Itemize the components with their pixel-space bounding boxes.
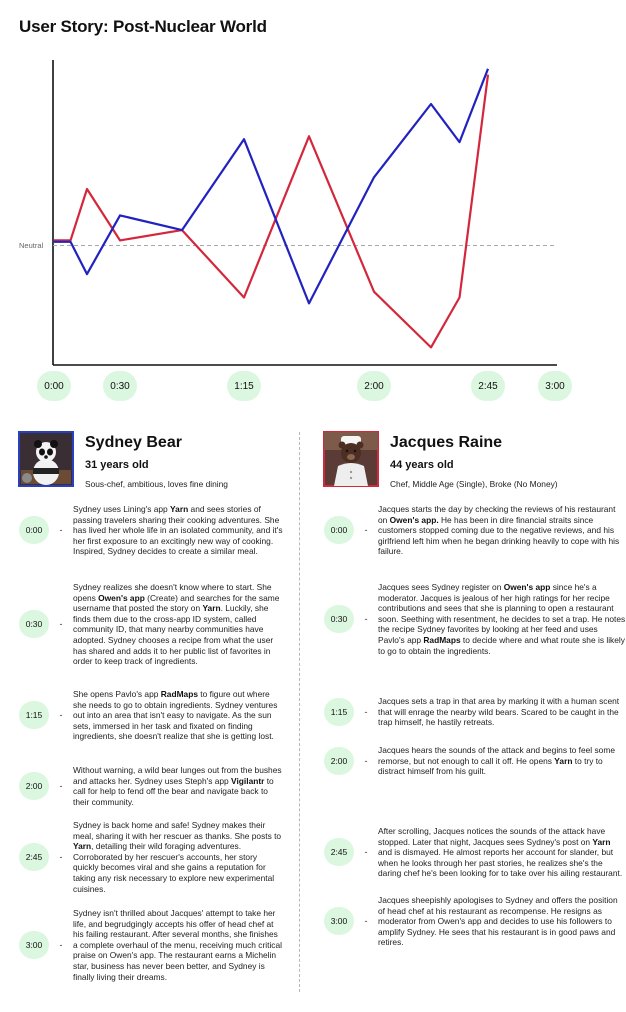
- x-tick-label: 3:00: [538, 371, 572, 401]
- story-time-badge: 2:45: [324, 838, 354, 866]
- x-tick-label: 0:30: [103, 371, 137, 401]
- series-line-jacques: [54, 69, 488, 304]
- persona-card-jacques: [324, 432, 594, 492]
- persona-name: Sydney Bear: [85, 434, 182, 451]
- persona-description: Chef, Middle Age (Single), Broke (No Money): [390, 479, 558, 489]
- story-row: [324, 504, 626, 557]
- neutral-label: Neutral: [19, 241, 44, 250]
- story-time-badge: 2:00: [324, 747, 354, 775]
- story-separator: -: [364, 847, 368, 858]
- story-separator: -: [59, 781, 63, 792]
- x-tick-label: 2:00: [357, 371, 391, 401]
- x-tick-label: 1:15: [227, 371, 261, 401]
- story-text: Jacques sets a trap in that area by marking it with a human scent that will enrage the nearby wild bears. Scared to be caught in the trap himself, he hastily retreats.: [378, 696, 620, 728]
- persona-name: Jacques Raine: [390, 434, 503, 451]
- story-text: Without warning, a wild bear lunges out from the bushes and attacks her. Sydney uses Steph's app Vigilantr to call for help to fend off the bear and navigate back to their community.: [73, 765, 282, 807]
- story-separator: -: [59, 852, 63, 863]
- story-separator: -: [59, 940, 63, 951]
- story-separator: -: [364, 706, 368, 717]
- series-layer: [54, 69, 488, 348]
- story-separator: -: [59, 619, 63, 630]
- column-divider: [299, 432, 300, 992]
- story-time-badge: 0:00: [19, 516, 49, 544]
- x-tick-label: 0:00: [37, 371, 71, 401]
- persona-age: 31 years old: [85, 459, 149, 471]
- story-text: Jacques sees Sydney register on Owen's app since he's a moderator. Jacques is jealous of her high ratings for her recipe contributions and sees that she is planning to open a restaurant soon. Seething with resentment, he decides to set a trap. He notes the recipe Sydney favorites by looking at her feed and uses Pavlo's app RadMaps to decide where and what route she is likely to go to obtain the ingredients.: [378, 582, 626, 656]
- story-text: Jacques sheepishly apologises to Sydney and offers the position of head chef at his restaurant as recompense. He resigns as moderator from Owen's app and decides to use his followers to amplify Sydney. He sees that his restaurant is in good paws and retires.: [378, 895, 618, 948]
- story-row: [19, 582, 283, 667]
- persona-card-sydney: [19, 432, 289, 492]
- story-row: [19, 765, 283, 807]
- story-separator: -: [364, 755, 368, 766]
- story-time-badge: 2:00: [19, 772, 49, 800]
- story-text: Sydney uses Lining's app Yarn and sees stories of passing travelers sharing their cooking adventures. She has lived her whole life in an isolated community, and it's her first exposure to an excitingly new way of cooking. Inspired, Sydney decides to create a similar meal.: [73, 504, 283, 557]
- story-row: [19, 820, 283, 894]
- persona-description: Sous-chef, ambitious, loves fine dining: [85, 479, 228, 489]
- story-row: [324, 696, 626, 728]
- story-row: [324, 582, 626, 656]
- bear-chef-avatar: [324, 432, 378, 486]
- story-time-badge: 0:00: [324, 516, 354, 544]
- story-row: [19, 689, 283, 742]
- page-title: User Story: Post-Nuclear World: [19, 17, 267, 36]
- story-separator: -: [59, 525, 63, 536]
- story-time-badge: 3:00: [19, 931, 49, 959]
- story-time-badge: 2:45: [19, 843, 49, 871]
- panda-chef-avatar: [19, 432, 73, 486]
- persona-age: 44 years old: [390, 459, 454, 471]
- story-text: She opens Pavlo's app RadMaps to figure out where she needs to go to obtain ingredients. Sydney ventures out into an area that isn't easy to navigate. As the sun sets, immersed in her task and fixated on finding ingredients, she doesn't realize that she is getting lost.: [73, 689, 278, 742]
- story-separator: -: [364, 916, 368, 927]
- story-row: [324, 745, 626, 777]
- story-time-badge: 1:15: [324, 698, 354, 726]
- story-time-badge: 3:00: [324, 907, 354, 935]
- story-time-badge: 0:30: [324, 605, 354, 633]
- story-row: [19, 908, 283, 982]
- emotion-journey-chart: [0, 0, 600, 410]
- x-tick-label: 2:45: [471, 371, 505, 401]
- story-separator: -: [364, 525, 368, 536]
- story-separator: -: [364, 614, 368, 625]
- story-text: Jacques hears the sounds of the attack and begins to feel some remorse, but not enough to call it off. He opens Yarn to try to distract himself from his guilt.: [378, 745, 615, 777]
- story-text: Sydney is back home and safe! Sydney makes their meal, sharing it with her rescuer as thanks. She posts to Yarn, detailing their wild foraging adventures. Corroborated by her rescuer's accounts, her story quickly becomes viral and she gains a reputation for taking any risk necessary to explore new experimental cuisines.: [73, 820, 282, 894]
- story-row: [324, 826, 626, 879]
- story-text: Jacques starts the day by checking the reviews of his restaurant on Owen's app. He has been in dire financial straits since customers stopped coming due to the negative reviews, and his girlfriend left him when he began drinking heavily to cope with his failure.: [378, 504, 620, 557]
- story-separator: -: [59, 710, 63, 721]
- story-text: Sydney realizes she doesn't know where to start. She opens Owen's app (Create) and searches for the same username that posted the story on Yarn. Luckily, she finds them due to the cross-app ID system, called community ID, that many nearby communities have adopted. Sydney chooses a recipe from what the user has shared and adds it to her public list of favorites in order to keep track of ingredients.: [73, 582, 280, 667]
- story-text: After scrolling, Jacques notices the sounds of the attack have stopped. Later that night, Jacques sees Sydney's post on Yarn and is dismayed. He almost reports her account for slander, but when he looks through her past stories, he realizes she's the daring chef he's been looking for to take over his ailing restaurant.: [378, 826, 623, 879]
- story-row: [324, 895, 626, 948]
- story-time-badge: 1:15: [19, 701, 49, 729]
- story-time-badge: 0:30: [19, 610, 49, 638]
- story-text: Sydney isn't thrilled about Jacques' attempt to take her life, and begrudgingly accepts his offer of head chef at his failing restaurant. After several months, she finishes a complete overhaul of the menu, receiving much critical praise on Owen's app. The restaurant earns a Michelin star, business has never been better, and Sydney is finally living their dreams.: [73, 908, 283, 982]
- story-row: [19, 504, 283, 557]
